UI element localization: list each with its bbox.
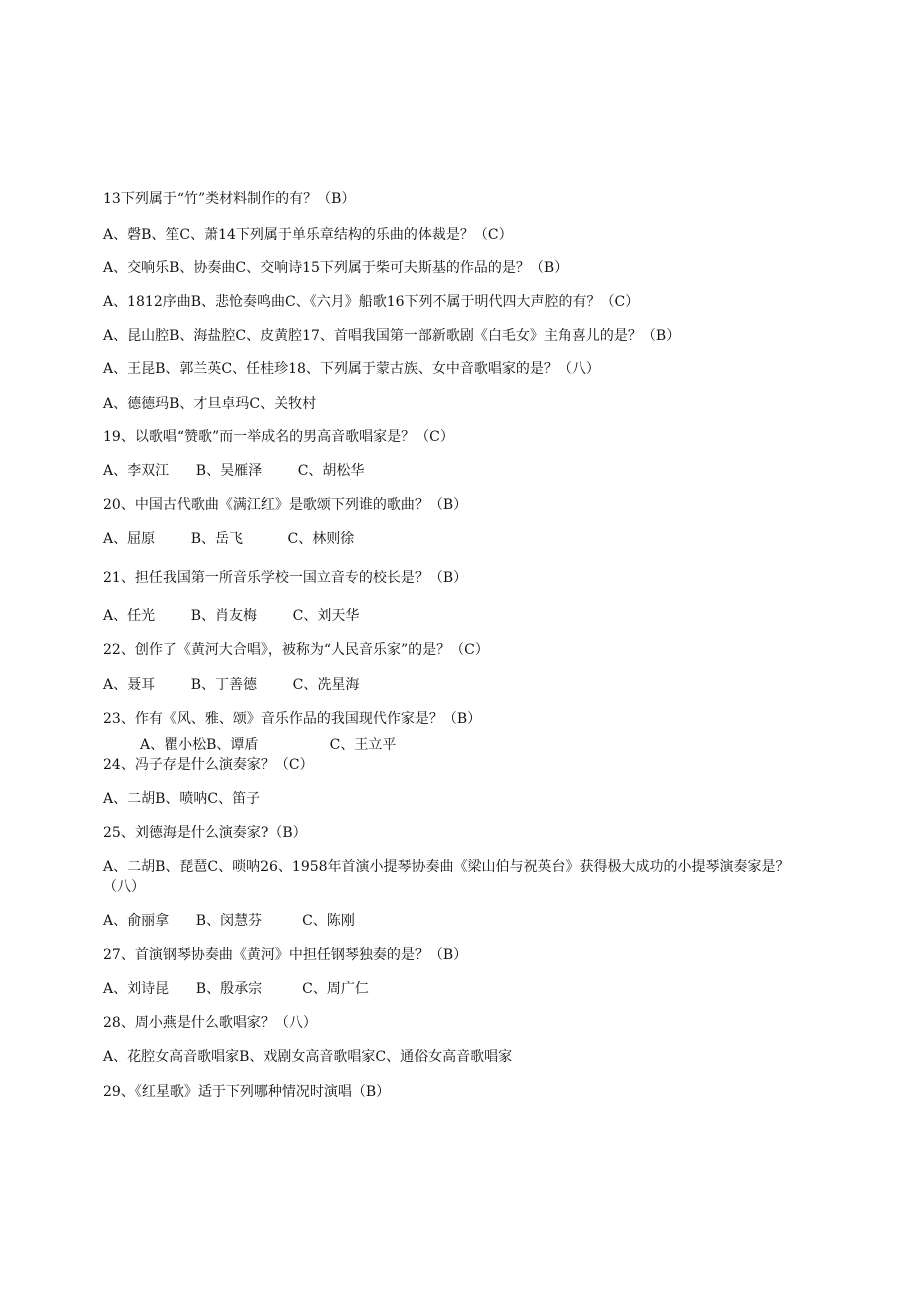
question-27: 27、首演钢琴协奏曲《黄河》中担任钢琴独奏的是？（B） [103, 947, 468, 963]
answer-line: A、瞿小松B、谭盾 C、王立平 [140, 737, 397, 753]
question-29: 29、《红星歌》适于下列哪种情况时演唱（B） [103, 1084, 391, 1100]
answer-line: A、1812序曲B、悲怆奏鸣曲C、《六月》船歌16下列不属于明代四大声腔的有？（C） [103, 294, 640, 310]
answer-line: A、俞丽拿 B、闵慧芬 C、陈刚 [103, 913, 355, 929]
answer-line: A、花腔女高音歌唱家B、戏剧女高音歌唱家C、通俗女高音歌唱家 [103, 1049, 513, 1065]
answer-line: A、屈原 B、岳飞 C、林则徐 [103, 531, 355, 547]
answer-line: A、德德玛B、才旦卓玛C、关牧村 [103, 396, 317, 412]
answer-line: A、聂耳 B、丁善德 C、冼星海 [103, 677, 360, 693]
question-20: 20、中国古代歌曲《满江红》是歌颂下列谁的歌曲？（B） [103, 497, 468, 513]
question-13: 13下列属于“竹”类材料制作的有？（B） [103, 191, 356, 207]
answer-line: A、昆山腔B、海盐腔C、皮黄腔17、首唱我国第一部新歌剧《白毛女》主角喜儿的是？（B） [103, 328, 681, 344]
answer-line: A、二胡B、喷呐C、笛子 [103, 791, 261, 807]
question-25: 25、刘德海是什么演奏家?（B） [103, 825, 307, 841]
answer-line-wrapped: A、二胡B、琵琶C、唢呐26、1958年首演小提琴协奏曲《梁山伯与祝英台》获得极大成功的小提琴演奏家是？（八） [103, 859, 790, 895]
answer-line: A、任光 B、肖友梅 C、刘天华 [103, 608, 360, 624]
question-28: 28、周小燕是什么歌唱家？（八） [103, 1015, 317, 1031]
answer-line: A、磬B、笙C、萧14下列属于单乐章结构的乐曲的体裁是？（C） [103, 227, 513, 243]
question-22: 22、创作了《黄河大合唱》，被称为“人民音乐家”的是？（C） [103, 642, 489, 658]
answer-line: A、王昆B、郭兰英C、任桂珍18、下列属于蒙古族、女中音歌唱家的是？（八） [103, 361, 600, 377]
question-21: 21、担任我国第一所音乐学校一国立音专的校长是？（B） [103, 570, 468, 586]
question-23: 23、作有《风、雅、颂》音乐作品的我国现代作家是？（B） [103, 711, 482, 727]
answer-line: A、李双江 B、吴雁泽 C、胡松华 [103, 463, 365, 479]
answer-line: A、刘诗昆 B、殷承宗 C、周广仁 [103, 981, 369, 997]
question-19: 19、以歌唱“赞歌”而一举成名的男高音歌唱家是？（C） [103, 429, 454, 445]
answer-line: A、交响乐B、协奏曲C、交响诗15下列属于柴可夫斯基的作品的是？（B） [103, 260, 569, 276]
question-24: 24、冯子存是什么演奏家？（C） [103, 757, 314, 773]
